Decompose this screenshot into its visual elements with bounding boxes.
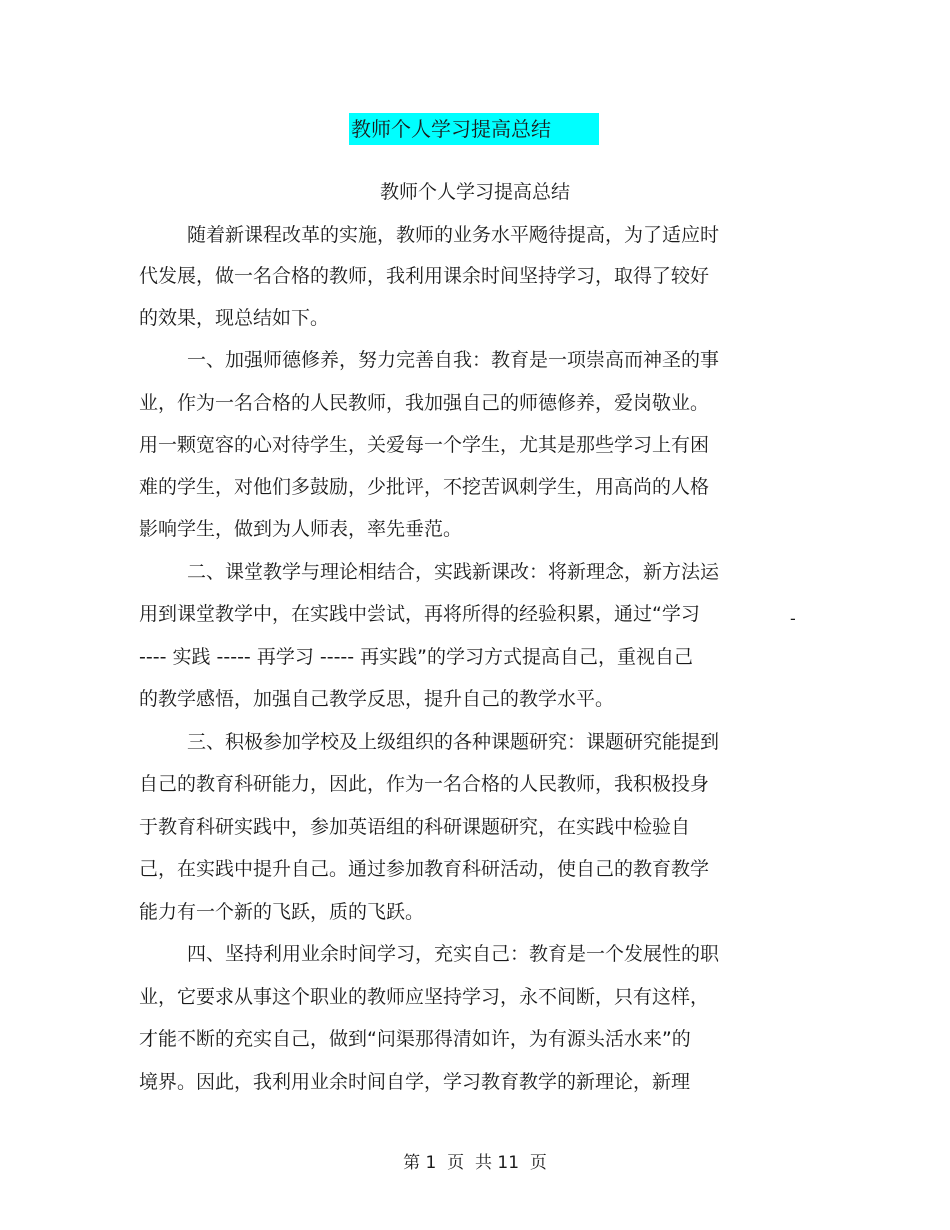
page-footer: 第 1 页 共 11 页 [403, 1153, 547, 1173]
document-subtitle: 教师个人学习提高总结 [379, 181, 570, 203]
paragraph-line: 用到课堂教学中，在实践中尝试，再将所得的经验积累，通过“学习 [139, 603, 700, 625]
paragraph-line: 代发展，做一名合格的教师，我利用课余时间坚持学习，取得了较好 [139, 265, 710, 287]
paragraph-line: 一、加强师德修养，努力完善自我：教育是一项崇高而神圣的事 [187, 349, 720, 371]
paragraph-line: ---- 实践 ----- 再学习 ----- 再实践”的学习方式提高自己，重视自己 [139, 646, 694, 668]
paragraph-line: 三、积极参加学校及上级组织的各种课题研究：课题研究能提到 [187, 731, 720, 753]
paragraph-line: 才能不断的充实自己，做到“问渠那得清如许，为有源头活水来”的 [139, 1028, 691, 1050]
paragraph-line: 能力有一个新的飞跃，质的飞跃。 [139, 901, 425, 923]
paragraph-line: 己，在实践中提升自己。通过参加教育科研活动，使自己的教育教学 [139, 858, 710, 880]
paragraph-line: 于教育科研实践中，参加英语组的科研课题研究，在实践中检验自 [139, 816, 691, 838]
stray-dash: - [790, 609, 796, 628]
paragraph-line: 的教学感悟，加强自己教学反思，提升自己的教学水平。 [139, 688, 615, 710]
paragraph-line: 用一颗宽容的心对待学生，关爱每一个学生，尤其是那些学习上有困 [139, 434, 710, 456]
paragraph-line: 四、坚持利用业余时间学习，充实自己：教育是一个发展性的职 [187, 943, 720, 965]
paragraph-line: 自己的教育科研能力，因此，作为一名合格的人民教师，我积极投身 [139, 773, 710, 795]
paragraph-line: 影响学生，做到为人师表，率先垂范。 [139, 518, 463, 540]
paragraph-line: 境界。因此，我利用业余时间自学，学习教育教学的新理论，新理 [139, 1071, 691, 1093]
paragraph-line: 二、课堂教学与理论相结合，实践新课改：将新理念，新方法运 [187, 561, 720, 583]
paragraph-line: 业，作为一名合格的人民教师，我加强自己的师德修养，爱岗敬业。 [139, 392, 710, 414]
paragraph-line: 的效果，现总结如下。 [139, 307, 330, 329]
document-title: 教师个人学习提高总结 [349, 113, 599, 145]
paragraph-line: 业，它要求从事这个职业的教师应坚持学习，永不间断，只有这样， [139, 986, 710, 1008]
paragraph-line: 随着新课程改革的实施，教师的业务水平飏待提高，为了适应时 [187, 224, 720, 246]
paragraph-line: 难的学生，对他们多鼓励，少批评，不挖苦讽刺学生，用高尚的人格 [139, 476, 710, 498]
